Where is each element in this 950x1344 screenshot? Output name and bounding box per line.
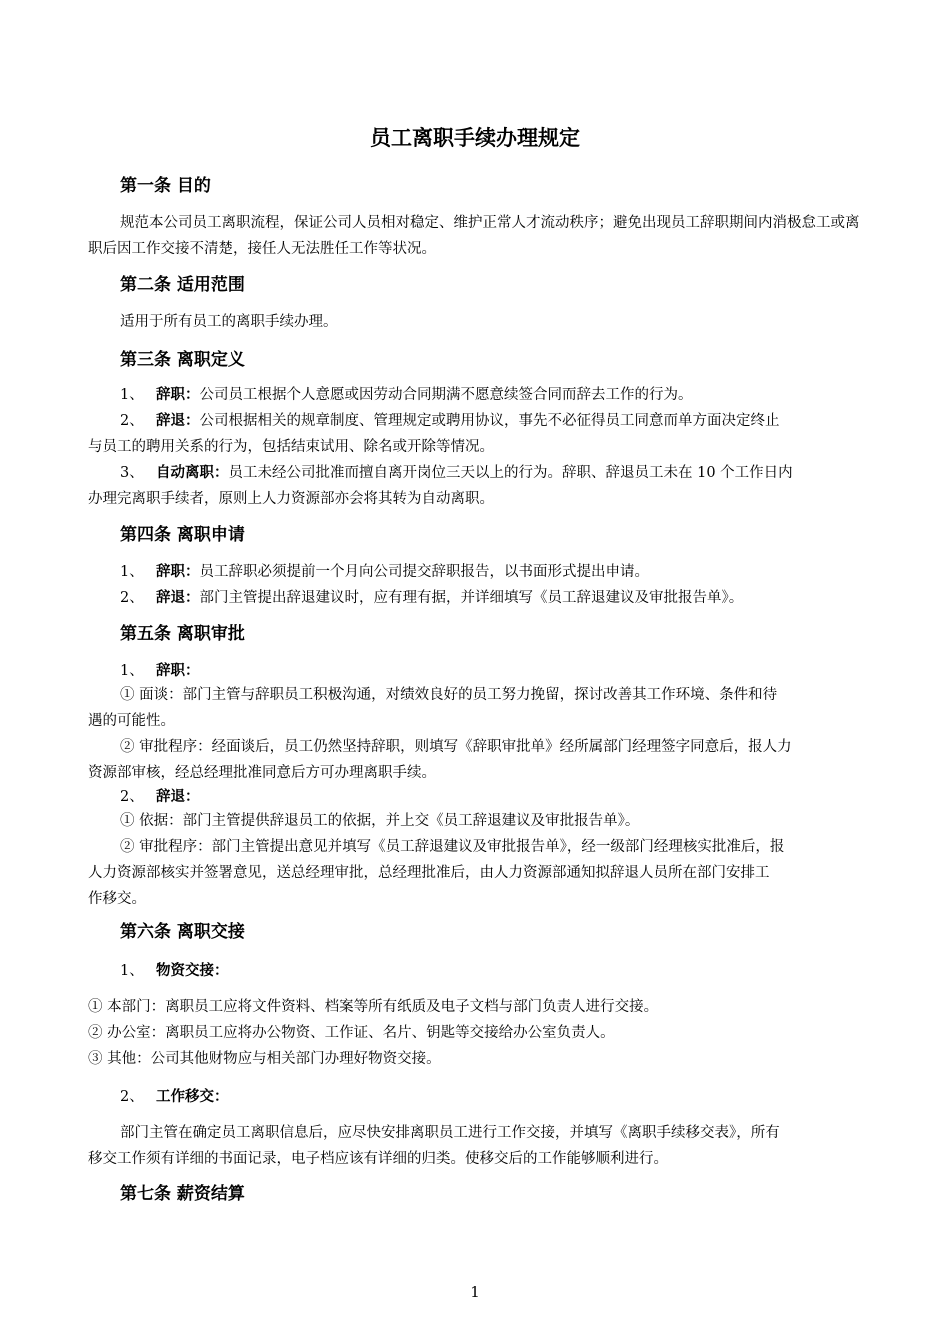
item-number: 2、 (120, 789, 144, 805)
section-5-sub-1-b-continued: 资源部审核，经总经理批准同意后方可办理离职手续。 (88, 765, 436, 781)
item-number: 1、 (120, 387, 144, 403)
section-6-sub-2 (120, 1084, 229, 1110)
item-number: 1、 (120, 564, 144, 580)
item-term: 辞退： (156, 412, 200, 429)
section-5-sub-2-b-continued-2: 作移交。 (88, 891, 146, 907)
item-term: 辞退： (156, 788, 200, 805)
section-3-item-1 (120, 382, 693, 408)
section-5-sub-2 (120, 784, 200, 810)
section-2-heading: 第二条 适用范围 (120, 275, 245, 295)
item-term: 辞职： (156, 563, 200, 580)
item-number: 2、 (120, 1089, 144, 1105)
section-5-sub-1-a-continued: 遇的可能性。 (88, 713, 175, 729)
section-4-item-1 (120, 559, 649, 585)
section-3-item-3-continued: 办理完离职手续者，原则上人力资源部亦会将其转为自动离职。 (88, 491, 494, 507)
item-text: 员工辞职必须提前一个月向公司提交辞职报告，以书面形式提出申请。 (199, 564, 649, 580)
section-5-heading: 第五条 离职审批 (120, 624, 245, 644)
item-number: 1、 (120, 963, 144, 979)
section-6-heading: 第六条 离职交接 (120, 922, 245, 942)
section-2-paragraph: 适用于所有员工的离职手续办理。 (120, 314, 338, 330)
item-term: 辞职： (156, 662, 200, 679)
section-6-sub-2-paragraph: 部门主管在确定员工离职信息后，应尽快安排离职员工进行工作交接，并填写《离职手续移交表》，所有 (120, 1125, 780, 1141)
section-4-heading: 第四条 离职申请 (120, 525, 245, 545)
item-term: 工作移交： (156, 1088, 229, 1105)
section-5-sub-1-a: ① 面谈：部门主管与辞职员工积极沟通，对绩效良好的员工努力挽留，探讨改善其工作环境、条件和待 (120, 687, 778, 703)
section-5-sub-1 (120, 658, 200, 684)
section-6-sub-1-c: ③ 其他：公司其他财物应与相关部门办理好物资交接。 (88, 1051, 441, 1067)
item-term: 辞职： (156, 386, 200, 403)
section-6-sub-2-paragraph-continued: 移交工作须有详细的书面记录，电子档应该有详细的归类。使移交后的工作能够顺利进行。 (88, 1151, 668, 1167)
item-text: 员工未经公司批准而擅自离开岗位三天以上的行为。辞职、辞退员工未在 10 个工作日内 (228, 465, 793, 481)
section-3-heading: 第三条 离职定义 (120, 350, 245, 370)
item-term: 物资交接： (156, 962, 229, 979)
section-1-paragraph: 规范本公司员工离职流程，保证公司人员相对稳定、维护正常人才流动秩序；避免出现员工辞职期间内消极怠工或离职后因工作交接不清楚，接任人无法胜任工作等状况。 (88, 215, 860, 257)
section-3-item-2-continued: 与员工的聘用关系的行为，包括结束试用、除名或开除等情况。 (88, 439, 494, 455)
item-number: 2、 (120, 590, 144, 606)
section-5-sub-1-b: ② 审批程序：经面谈后，员工仍然坚持辞职，则填写《辞职审批单》经所属部门经理签字同意后，报人力 (120, 739, 792, 755)
section-5-sub-2-b: ② 审批程序：部门主管提出意见并填写《员工辞退建议及审批报告单》，经一级部门经理核实批准后，报 (120, 839, 785, 855)
section-3-item-2 (120, 408, 780, 434)
item-text: 公司根据相关的规章制度、管理规定或聘用协议，事先不必征得员工同意而单方面决定终止 (199, 413, 780, 429)
item-number: 1、 (120, 663, 144, 679)
section-1-heading: 第一条 目的 (120, 176, 211, 196)
page-number: 1 (470, 1283, 480, 1301)
item-text: 公司员工根据个人意愿或因劳动合同期满不愿意续签合同而辞去工作的行为。 (199, 387, 693, 403)
section-5-sub-2-a: ① 依据：部门主管提供辞退员工的依据，并上交《员工辞退建议及审批报告单》。 (120, 813, 640, 829)
section-4-item-2 (120, 585, 743, 611)
item-text: 部门主管提出辞退建议时，应有理有据，并详细填写《员工辞退建议及审批报告单》。 (199, 590, 744, 606)
section-6-sub-1-a: ① 本部门：离职员工应将文件资料、档案等所有纸质及电子文档与部门负责人进行交接。 (88, 999, 659, 1015)
document-title: 员工离职手续办理规定 (370, 125, 580, 150)
section-7-heading: 第七条 薪资结算 (120, 1184, 245, 1204)
section-5-sub-2-b-continued: 人力资源部核实并签署意见，送总经理审批，总经理批准后，由人力资源部通知拟辞退人员所在部门安排工 (88, 865, 770, 881)
section-3-item-3 (120, 460, 793, 486)
item-number: 2、 (120, 413, 144, 429)
item-term: 自动离职： (156, 464, 229, 481)
item-number: 3、 (120, 465, 144, 481)
section-6-sub-1 (120, 958, 229, 984)
section-6-sub-1-b: ② 办公室：离职员工应将办公物资、工作证、名片、钥匙等交接给办公室负责人。 (88, 1025, 615, 1041)
item-term: 辞退： (156, 589, 200, 606)
